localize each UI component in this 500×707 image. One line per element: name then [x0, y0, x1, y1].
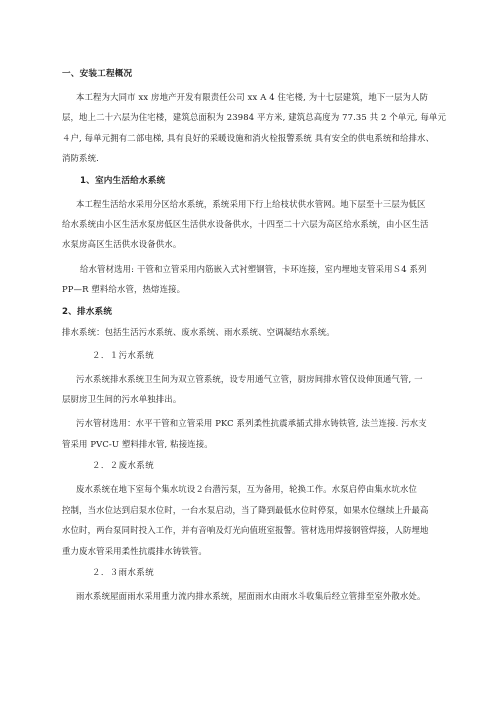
text-line: 污水管材选用：水平干管和立管采用 PKC 系列柔性抗震承插式排水铸铁管, 法兰连接. 污水支	[76, 418, 427, 429]
paragraph-sewage-pipes	[62, 413, 460, 454]
text-line: 雨水系统屋面雨水采用重力流内排水系统，屋面雨水由雨水斗收集后经立管排至室外散水处。	[76, 590, 426, 601]
text-line: ４户, 每单元拥有二部电梯, 具有良好的采暖设施和消火栓报警系统 具有安全的供电系统和给排水、	[62, 132, 435, 143]
section-title-installation-overview: 一、安装工程概况	[62, 69, 133, 79]
text-line: 消防系统.	[62, 153, 99, 164]
paragraph-water-supply-pipes	[62, 259, 460, 300]
text-line: 污水系统排水系统卫生间为双立管系统，设专用通气立管，厨房间排水管仅设伸顶通气管, 一	[76, 373, 423, 384]
text-line: 水泵房高区生活供水设备供水。	[62, 239, 182, 250]
text-line: 层厨房卫生间的污水单独排出。	[62, 394, 182, 405]
paragraph-water-supply-system	[62, 194, 460, 255]
text-line: 给水系统由小区生活水泵房低区生活供水设备供水，十四至二十六层为高区给水系统，由小区生活	[62, 219, 429, 230]
subsection-title-rain-water: ２．３雨水系统	[92, 566, 155, 577]
text-line: 重力废水管采用柔性抗震排水铸铁管。	[62, 545, 207, 556]
subsection-title-waste-water: ２．２废水系统	[92, 460, 155, 471]
paragraph-sewage-system	[62, 369, 460, 410]
text-line: 层，地上二十六层为住宅楼，建筑总面积为 23984 平方米, 建筑总高度为 77.35 共 2 个单元, 每单元	[62, 112, 447, 123]
text-line: 管采用 PVC-U 塑料排水管, 粘接连接。	[62, 438, 213, 449]
paragraph-rain-water-system	[62, 586, 460, 606]
subsection-title-sewage: ２．１污水系统	[92, 349, 155, 360]
text-line: PP—R 塑料给水管，热熔连接。	[62, 284, 186, 295]
paragraph-waste-water-system	[62, 479, 460, 561]
text-line: 给水管材选用: 干管和立管采用内筋嵌入式衬塑钢管，卡环连接，室内埋地支管采用Ｓ4 系列	[80, 263, 427, 274]
section-title-drainage: 2、排水系统	[62, 306, 113, 317]
text-line: 水位时，两台泵同时投入工作，并有音响及灯光向值班室报警。管材选用焊接钢管焊接，人防埋地	[62, 525, 429, 536]
text-line: 本工程为大同市 xx 房地产开发有限责任公司 xx A 4 住宅楼, 为十七层建筑，地下一层为人防	[76, 92, 429, 102]
text-line: 废水系统在地下室每个集水坑设２台潜污泵，互为备用，轮换工作。水泵启停由集水坑水位	[76, 484, 417, 495]
section-title-water-supply: 1、室内生活给水系统	[80, 175, 166, 186]
paragraph-drainage-intro: 排水系统：包括生活污水系统、废水系统、雨水系统、空调凝结水系统。	[62, 326, 335, 337]
text-line: 控制，当水位达到启泵水位时，一台水泵启动，当了降到最低水位时停泵，如果水位继续上升最高	[62, 504, 429, 515]
paragraph-project-overview	[62, 87, 460, 169]
text-line: 本工程生活给水采用分区给水系统，系统采用下行上给枝状供水管网。地下层至十三层为低区	[76, 198, 426, 209]
